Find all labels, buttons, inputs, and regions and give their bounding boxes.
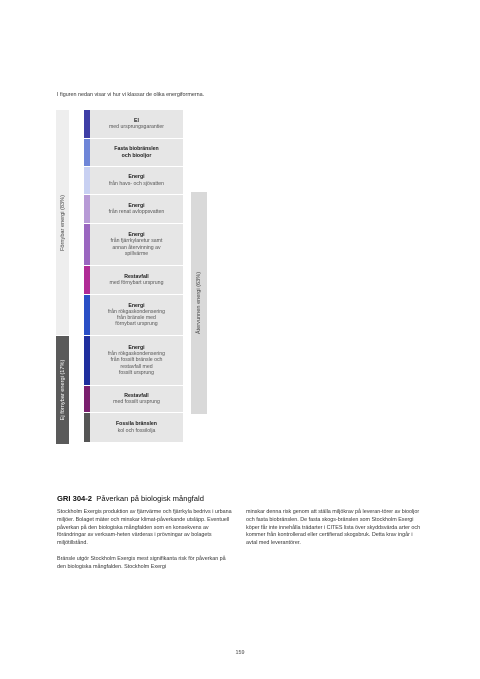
renewable-energy-label: Förnybar energi (83%) (59, 194, 66, 251)
block-fossil-fuels (84, 413, 183, 443)
recovered-energy-band (191, 192, 207, 414)
color-strip (84, 167, 90, 194)
color-strip (84, 386, 90, 412)
gri-code: GRI 304-2 (57, 494, 93, 503)
block-title: Energi (128, 202, 145, 209)
block-title: El (134, 117, 139, 124)
block-fossil-waste (84, 386, 183, 413)
block-title: Energi (128, 302, 145, 309)
color-strip (84, 336, 90, 385)
non-renewable-energy-band (56, 336, 69, 444)
section-title: Påverkan på biologisk mångfald (96, 494, 204, 503)
paragraph: Stockholm Exergis produktion av fjärrvärme och fjärrkyla bedrivs i urbana miljöer. Bolaget mäter och minskar klimat-påverkande utsläpp. Eventuell påverkan på den biologiska mångfalden som en konsekvens av förändringar av verksam-heten värderas i prövningar av bolagets miljötillstånd. (57, 509, 232, 547)
block-cooling-return (84, 224, 183, 266)
color-strip (84, 295, 90, 335)
color-strip (84, 266, 90, 294)
block-subtitle: med förnybart ursprung (109, 280, 164, 286)
block-title: Fasta biobränslen och biooljor (114, 146, 159, 159)
page-number: 159 (235, 650, 245, 656)
block-flue-gas-renewable (84, 295, 183, 336)
paragraph: minskar denna risk genom att ställa miljökrav på leveran-törer av biooljor och fasta biobränslen. De fasta skogs-bränslen som Stockholm Exergi köper får inte innehålla trädarter i CITES lista över skyddsvärda arter och kommer från kontrollerad eller certifierad skogsbruk. Detta krav ingår i avtal med leverantörer. (246, 509, 421, 547)
text-column-left (57, 509, 235, 579)
section-heading (57, 494, 204, 503)
renewable-energy-band (56, 110, 69, 335)
block-title: Energi (128, 232, 145, 239)
block-subtitle: från rökgaskondensering från bränsle med förnybart ursprung (107, 308, 166, 328)
block-renewable-waste (84, 266, 183, 295)
intro-text: I figuren nedan visar vi hur vi klassar de olika energiformerna. (57, 92, 205, 98)
paragraph: Bränsle utgör Stockholm Exergis mest signifikanta risk för påverkan på den biologiska mångfalden. Stockholm Exergi (57, 555, 226, 570)
block-electricity (84, 110, 183, 139)
block-subtitle: från fjärrkylaretur samt annan återvinning av spillvärme (110, 238, 163, 257)
color-strip (84, 413, 90, 442)
recovered-energy-label: Återvunnen energi (63%) (196, 271, 202, 335)
block-flue-gas-fossil (84, 336, 183, 386)
block-title: Restavfall (124, 273, 149, 280)
block-biofuels (84, 139, 183, 167)
color-strip (84, 110, 90, 138)
color-strip (84, 139, 90, 166)
color-strip (84, 224, 90, 265)
block-subtitle: från renat avloppsvatten (108, 209, 165, 215)
block-sea-water (84, 167, 183, 195)
block-subtitle: från havs- och sjövatten (108, 180, 165, 187)
non-renewable-energy-label: Ej förnybar energi (17%) (59, 359, 66, 421)
block-title: Energi (128, 174, 145, 181)
color-strip (84, 195, 90, 223)
block-title: Energi (128, 344, 145, 351)
block-subtitle: från rökgaskondensering från fossilt bränsle och restavfall med fossilt ursprung (107, 351, 166, 376)
block-subtitle: med fossilt ursprung (113, 399, 160, 405)
block-subtitle: kol och fossilolja (117, 427, 156, 434)
block-title: Fossila bränslen (116, 421, 157, 428)
block-wastewater (84, 195, 183, 224)
block-title: Restavfall (124, 392, 149, 399)
block-subtitle: med ursprungsgarantier (108, 124, 165, 130)
energy-classification-stack (84, 110, 183, 443)
text-column-right (246, 509, 424, 556)
